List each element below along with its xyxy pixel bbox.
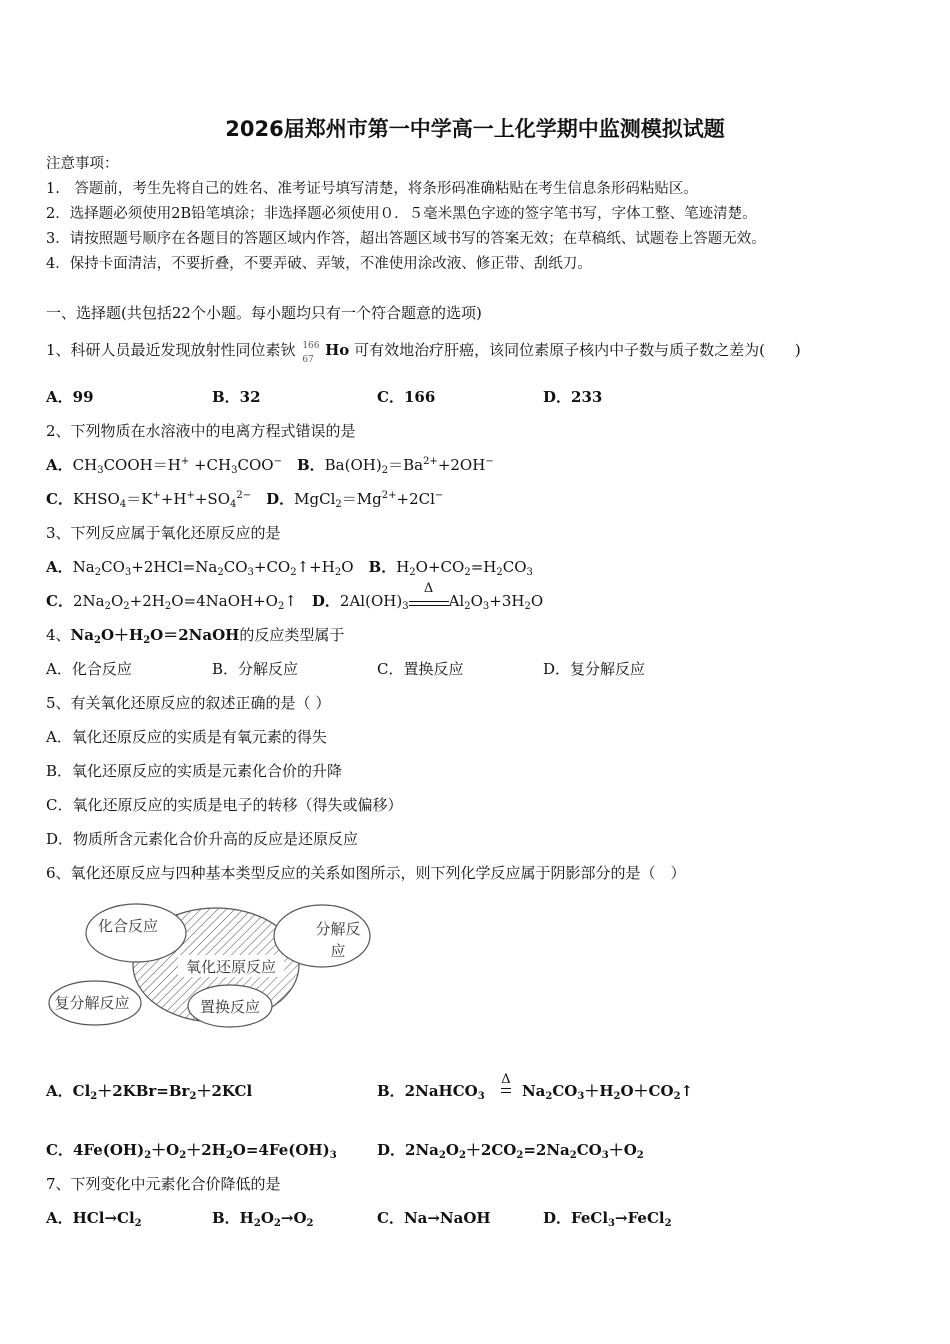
q7-option-c: C．Na→NaOH (377, 1209, 491, 1227)
note-item: 4．保持卡面清洁，不要折叠，不要弄破、弄皱，不准使用涂改液、修正带、刮纸刀。 (46, 256, 592, 272)
q6-option-c: C．$4Fe(OH)_2+O_2+2H_2O=4Fe(OH)_3$ (46, 1141, 337, 1161)
q3-heat-condition: Δ (409, 597, 449, 606)
note-item: 2．选择题必须使用2B铅笔填涂；非选择题必须使用０．５毫米黑色字迹的签字笔书写，字体工整、笔迹清楚。 (46, 206, 757, 222)
q4-option-b: B．分解反应 (212, 660, 299, 678)
combination-label: 化合反应 (97, 917, 159, 935)
question-5-stem: 5、有关氧化还原反应的叙述正确的是（ ） (46, 694, 331, 712)
q6-option-b: B．2NaHCO$_3$ Δ $Na_2CO_3+H_2O+CO_2↑$ (377, 1072, 694, 1102)
decomposition-label-line1: 分解反 (315, 920, 361, 938)
q6-option-a: A．$Cl_2+2KBr=Br_2+2KCl$ (46, 1082, 253, 1102)
q5-option-d: D．物质所含元素化合价升高的反应是还原反应 (46, 830, 359, 848)
q7-option-b: B．$H_2O_2\to O_2$ (212, 1209, 314, 1229)
question-6-stem: 6、氧化还原反应与四种基本类型反应的关系如图所示，则下列化学反应属于阴影部分的是（ ） (46, 864, 686, 882)
reaction-relationship-diagram (40, 900, 380, 1035)
q1-stem-a: 1、科研人员最近发现放射性同位素钬 (46, 341, 296, 359)
q1-option-d: D．233 (543, 388, 603, 406)
redox-label: 氧化还原反应 (185, 958, 277, 976)
q3-options-ab: A．$Na_2CO_3+2HCl=Na_2CO_3+CO_2↑+H_2O$ B．$H_2O+CO_2=H_2CO_3$ (46, 558, 533, 578)
q4-option-a: A．化合反应 (46, 660, 132, 678)
note-item: 3．请按照题号顺序在各题目的答题区域内作答，超出答题区域书写的答案无效；在草稿纸、试题卷上答题无效。 (46, 231, 766, 247)
q2-options-cd: C．$KHSO_4=K^++H^++SO_4^{2-}$ D．$MgCl_2=Mg^{2+}+2Cl^-$ (46, 490, 444, 510)
note-item: 1. 答题前，考生先将自己的姓名、准考证号填写清楚，将条形码准确粘贴在考生信息条形码粘贴区。 (46, 181, 698, 197)
q2-options-ab: A．$CH_3COOH=H^+ +CH_3COO^-$ B．$Ba(OH)_2=Ba^{2+}+2OH^-$ (46, 456, 494, 476)
q1-symbol: Ho (325, 341, 350, 359)
q7-option-a: A．$HCl\to Cl_2$ (46, 1209, 142, 1229)
q1-option-c: C．166 (377, 388, 436, 406)
q1-option-a: A．99 (46, 388, 94, 406)
question-7-stem: 7、下列变化中元素化合价降低的是 (46, 1175, 281, 1193)
q5-option-c: C．氧化还原反应的实质是电子的转移（得失或偏移） (46, 796, 403, 814)
decomposition-label-line2: 应 (330, 942, 346, 960)
q4-option-c: C．置换反应 (377, 660, 464, 678)
question-2-stem: 2、下列物质在水溶液中的电离方程式错误的是 (46, 422, 356, 440)
q1-option-b: B．32 (212, 388, 261, 406)
q5-option-b: B．氧化还原反应的实质是元素化合价的升降 (46, 762, 343, 780)
displacement-label: 置换反应 (199, 998, 261, 1016)
q4-option-d: D．复分解反应 (543, 660, 646, 678)
q1-stem-b: 可有效地治疗肝癌，该同位素原子核内中子数与质子数之差为( ) (354, 341, 801, 359)
q6-option-d: D．$2Na_2O_2+2CO_2=2Na_2CO_3+O_2$ (377, 1141, 644, 1161)
section-heading: 一、选择题(共包括22个小题。每小题均只有一个符合题意的选项) (46, 304, 482, 322)
q3-options-cd: C．$2Na_2O_2+2H_2O=4NaOH+O_2↑$ D．$2Al(OH)_3$ Δ $Al_2O_3+3H_2O$ (46, 581, 544, 612)
page-title: 2026届郑州市第一中学高一上化学期中监测模拟试题 (225, 117, 725, 141)
q1-mass-number: 166 (302, 341, 320, 351)
q1-atomic-number: 67 (302, 355, 314, 365)
notes-heading: 注意事项： (46, 156, 119, 172)
question-1-stem (46, 339, 801, 365)
double-displacement-label: 复分解反应 (54, 994, 130, 1012)
question-4-stem: 4、$Na_2O+H_2O=2NaOH$的反应类型属于 (46, 626, 345, 646)
question-3-stem: 3、下列反应属于氧化还原反应的是 (46, 524, 281, 542)
q7-option-d: D．FeCl$_3$→FeCl$_2$ (543, 1209, 672, 1229)
q5-option-a: A．氧化还原反应的实质是有氧元素的得失 (46, 728, 327, 746)
